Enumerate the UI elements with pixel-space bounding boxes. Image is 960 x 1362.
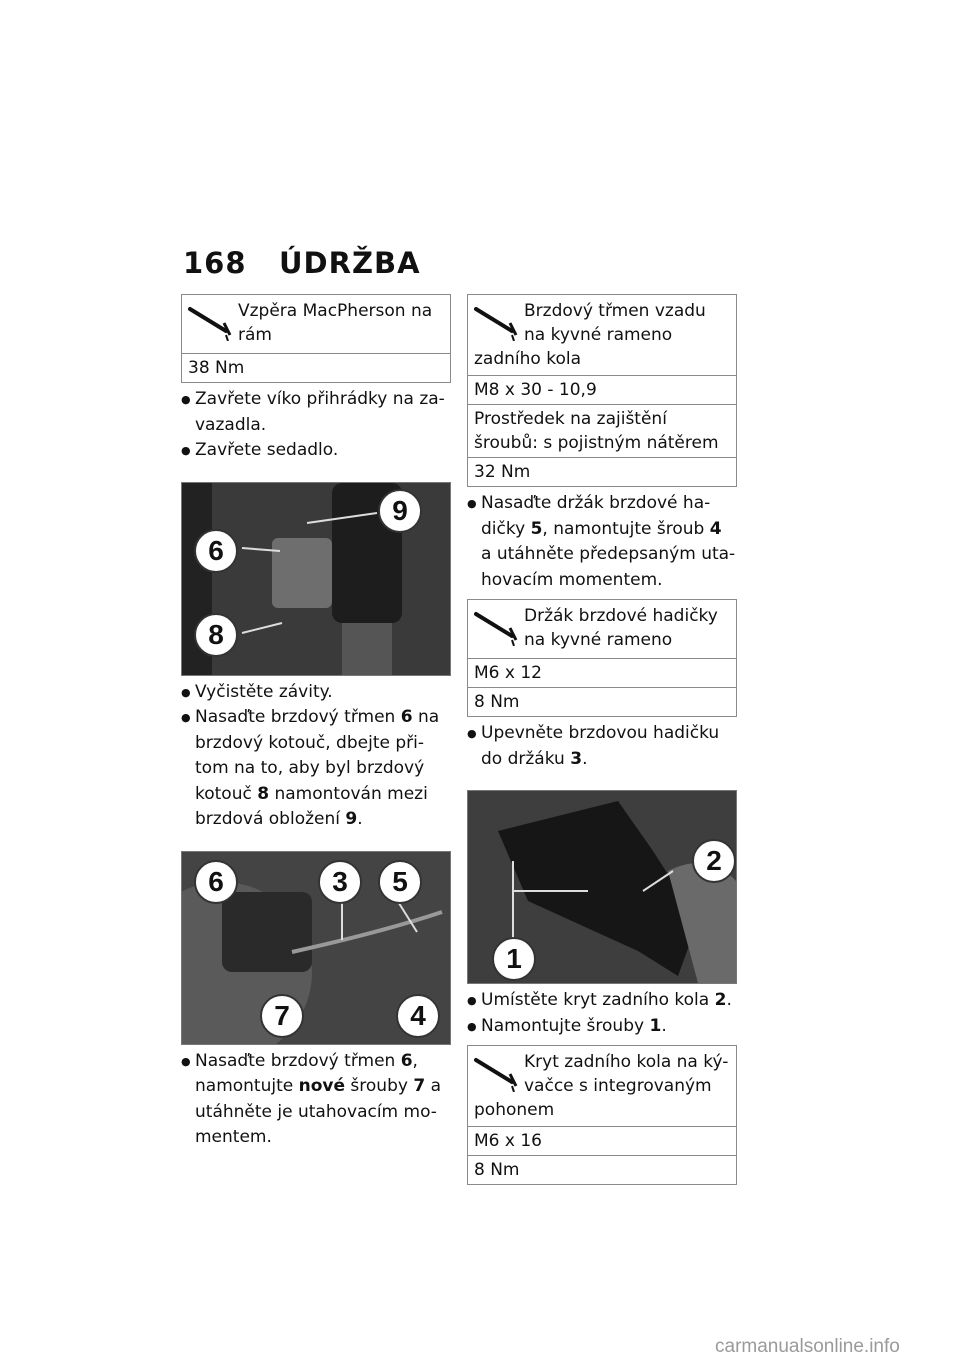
- step-item: ● Zavřete víko přihrádky na za-vazadla.: [181, 387, 451, 438]
- torque-wrench-icon: [472, 301, 520, 341]
- callout-6: 6: [194, 529, 238, 573]
- callout-2: 2: [692, 839, 736, 883]
- spec-row: M6 x 12: [468, 658, 736, 687]
- spec-row: M6 x 16: [468, 1126, 736, 1155]
- callout-3: 3: [318, 860, 362, 904]
- torque-spec-box: [467, 599, 737, 717]
- callout-4: 4: [396, 994, 440, 1038]
- brake-assembly-photo: [181, 851, 451, 1045]
- step-item: ● Zavřete sedadlo.: [181, 438, 451, 464]
- torque-wrench-icon: [186, 301, 234, 341]
- brake-caliper-photo: [181, 482, 451, 676]
- step-item: ● Nasaďte brzdový třmen 6, namontujte nové šrouby 7 a utáhněte je utahovacím mo-mentem.: [181, 1049, 451, 1151]
- step-item: ● Nasaďte brzdový třmen 6 na brzdový kotouč, dbejte při-tom na to, aby byl brzdový kotouč 8 namontován mezi brzdová obložení 9.: [181, 705, 451, 833]
- spec-row: 8 Nm: [468, 1155, 736, 1184]
- torque-spec-box: [181, 294, 451, 383]
- step-item: ● Namontujte šrouby 1.: [467, 1014, 737, 1040]
- torque-wrench-icon: [472, 606, 520, 646]
- spec-title: Brzdový třmen vzadu na kyvné rameno zadního kola: [474, 301, 706, 369]
- step-list: [181, 1049, 451, 1151]
- step-list: [467, 988, 737, 1039]
- spec-row: Prostředek na zajištění šroubů: s pojistným nátěrem: [468, 404, 736, 457]
- spec-title: Vzpěra MacPherson na rám: [238, 301, 433, 345]
- left-column: [181, 294, 451, 1151]
- step-item: ● Upevněte brzdovou hadičku do držáku 3.: [467, 721, 737, 772]
- step-list: [467, 721, 737, 772]
- right-column: [467, 294, 737, 1185]
- step-list: [467, 491, 737, 593]
- callout-7: 7: [260, 994, 304, 1038]
- torque-spec-box: [467, 1045, 737, 1185]
- step-item: ● Vyčistěte závity.: [181, 680, 451, 706]
- step-list: [181, 387, 451, 464]
- callout-8: 8: [194, 613, 238, 657]
- step-list: [181, 680, 451, 833]
- callout-5: 5: [378, 860, 422, 904]
- page-header: [183, 246, 421, 280]
- step-item: ● Umístěte kryt zadního kola 2.: [467, 988, 737, 1014]
- page-number: 168: [183, 246, 247, 280]
- spec-title: Držák brzdové hadičky na kyvné rameno: [524, 606, 718, 650]
- callout-6: 6: [194, 860, 238, 904]
- watermark: carmanualsonline.info: [715, 1336, 900, 1357]
- spec-title: Kryt zadního kola na ký-vačce s integrovaným pohonem: [474, 1052, 729, 1120]
- step-item: ● Nasaďte držák brzdové ha-dičky 5, namontujte šroub 4 a utáhněte předepsaným uta-hovacím momentem.: [467, 491, 737, 593]
- spec-row: 8 Nm: [468, 687, 736, 716]
- torque-spec-box: [467, 294, 737, 487]
- torque-wrench-icon: [472, 1052, 520, 1092]
- callout-9: 9: [378, 489, 422, 533]
- spec-row: M8 x 30 - 10,9: [468, 375, 736, 404]
- wheel-cover-photo: [467, 790, 737, 984]
- callout-1: 1: [492, 937, 536, 981]
- page-title: ÚDRŽBA: [279, 246, 421, 280]
- spec-row: 38 Nm: [182, 353, 450, 382]
- spec-row: 32 Nm: [468, 457, 736, 486]
